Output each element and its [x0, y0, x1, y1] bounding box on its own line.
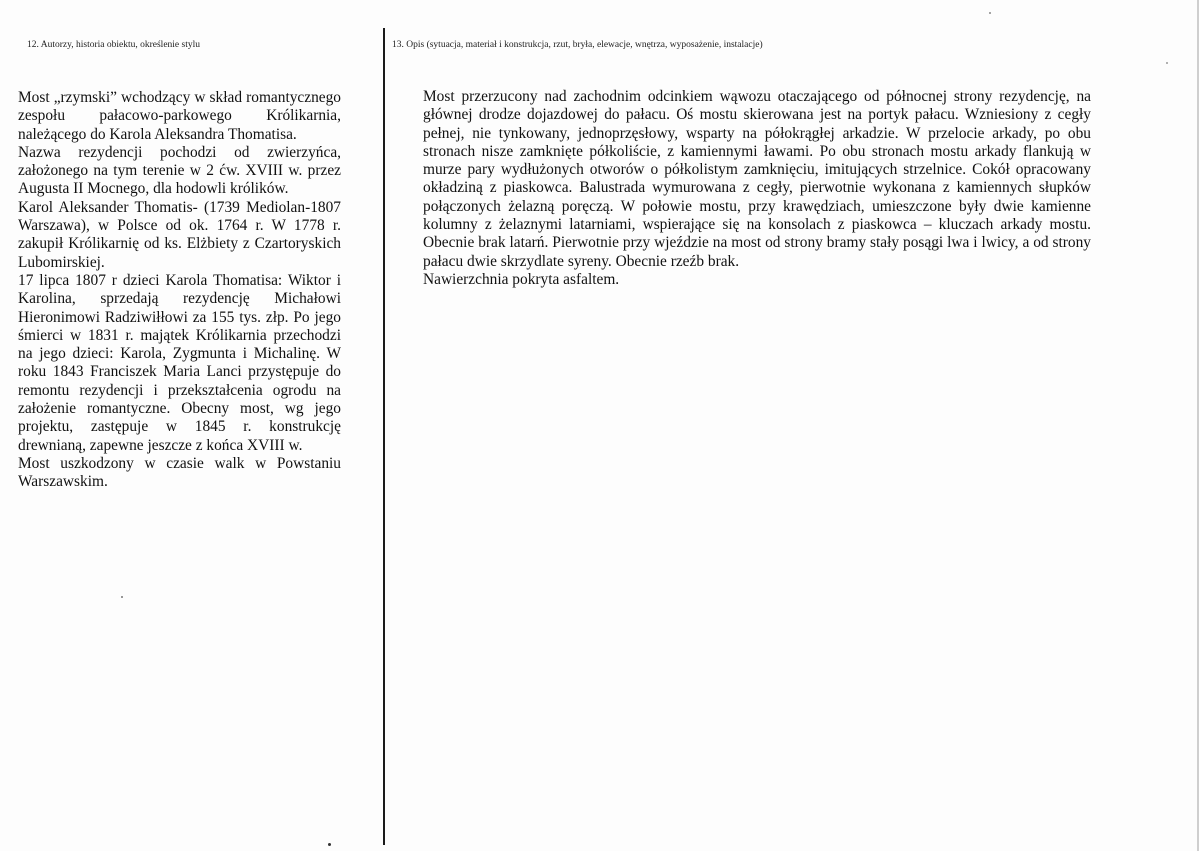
- history-paragraph-2: Nazwa rezydencji pochodzi od zwierzyńca, założonego na tym terenie w 2 ćw. XVIII w. przez Augusta II Mocnego, dla hodowli królików.: [18, 143, 341, 198]
- description-paragraph-2: Nawierzchnia pokryta asfaltem.: [423, 270, 620, 288]
- description-paragraph-1: Most przerzucony nad zachodnim odcinkiem wąwozu otaczającego od północnej strony rezydencję, na głównej drodze dojazdowej do pałacu. Oś mostu skierowana jest na portyk pałacu. Wzniesiony z cegły pełnej, nie tynkowany, jednoprzęsłowy, wsparty na półokrągłej arkadzie. W przelocie arkady, po obu stronach nisze zamknięte półkoliście, z kamiennymi ławami. Po obu stronach mostu arkady flankują w murze pary wydłużonych otworów o półkolistym zamknięciu, imitujących strzelnice. Cokół opracowany okładziną z piaskowca. Balustrada wymurowana z cegły, pierwotnie wykonana z kamiennych słupków połączonych żelazną poręczą. W połowie mostu, przy krawędziach, umieszczone były dwie kamienne kolumny z żelaznymi latarniami, wspierające się na konsolach z piaskowca – kluczach arkady mostu. Obecnie brak latarń. Pierwotnie przy wjeździe na most od strony bramy stały posągi lwa i lwicy, a od strony pałacu dwie skrzydlate syreny. Obecnie rzeźb brak.: [423, 88, 1091, 270]
- history-paragraph-3: Karol Aleksander Thomatis- (1739 Mediolan-1807 Warszawa), w Polsce od ok. 1764 r. W 1778 r. zakupił Królikarnię od ks. Elżbiety z Czartoryskich Lubomirskiej.: [18, 198, 341, 271]
- scan-speck: [989, 12, 991, 14]
- history-paragraph-4: 17 lipca 1807 r dzieci Karola Thomatisa: Wiktor i Karolina, sprzedają rezydencję Michałowi Hieronimowi Radziwiłłowi za 155 tys. złp. Po jego śmierci w 1831 r. majątek Królikarnia przechodzi na jego dzieci: Karola, Zygmunta i Michalinę. W roku 1843 Franciszek Maria Lanci przystępuje do remontu rezydencji i przekształcenia ogrodu na założenie romantyczne. Obecny most, wg jego projektu, zastępuje w 1845 r. konstrukcję drewnianą, zapewne jeszcze z końca XVIII w.: [18, 271, 341, 454]
- left-column-header: 12. Autorzy, historia obiektu, określenie stylu: [27, 40, 200, 50]
- history-paragraph-5: Most uszkodzony w czasie walk w Powstaniu Warszawskim.: [18, 454, 341, 491]
- history-paragraph-1: Most „rzymski” wchodzący w skład romantycznego zespołu pałacowo-parkowego Królikarnia, należącego do Karola Aleksandra Thomatisa.: [18, 89, 341, 143]
- column-divider: [383, 28, 385, 845]
- scan-speck: [121, 596, 123, 598]
- scan-speck: [1166, 62, 1168, 64]
- scan-speck: [328, 843, 331, 846]
- description-section: [423, 88, 1091, 289]
- history-section: [18, 89, 341, 492]
- right-column-header: 13. Opis (sytuacja, materiał i konstrukcja, rzut, bryła, elewacje, wnętrza, wyposażenie, instalacje): [392, 40, 763, 50]
